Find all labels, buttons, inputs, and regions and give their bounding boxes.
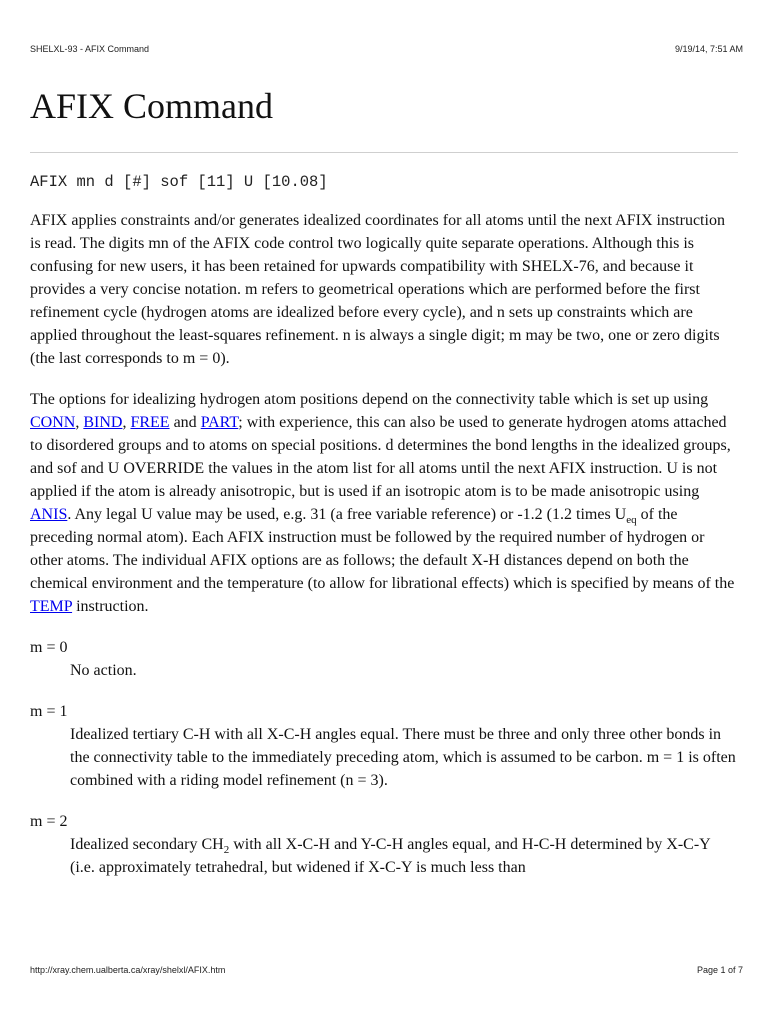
option-description: No action. (70, 662, 137, 679)
option-term: m = 2 (30, 813, 68, 830)
link-bind[interactable]: BIND (83, 414, 123, 431)
option-description (70, 833, 738, 879)
divider (30, 152, 738, 153)
link-anis[interactable]: ANIS (30, 506, 68, 523)
option-term: m = 1 (30, 703, 68, 720)
link-part[interactable]: PART (200, 414, 239, 431)
paragraph-text: The options for idealizing hydrogen atom positions depend on the connectivity table which is set up using (30, 391, 709, 408)
separator: and (169, 414, 201, 431)
print-footer (30, 965, 743, 975)
paragraph-text: instruction. (72, 598, 149, 615)
separator: , (122, 414, 131, 431)
print-footer-url: http://xray.chem.ualberta.ca/xray/shelxl/AFIX.htm (30, 965, 226, 975)
command-syntax: AFIX mn d [#] sof [11] U [10.08] (30, 173, 328, 191)
option-description-text: Idealized secondary CH (70, 836, 224, 853)
link-temp[interactable]: TEMP (30, 598, 73, 615)
paragraph-text: ; with experience, this can also be used to generate hydrogen atoms attached to disordered groups and to atoms on special positions. d determines the bond lengths in the idealized groups, and sof and U OVERRIDE the values in the atom list for all atoms until the next AFIX instruction. U is not applied if the atom is already anisotropic, but is used if an isotropic atom is to be made anisotropic using (30, 414, 731, 500)
print-footer-page: Page 1 of 7 (696, 965, 743, 975)
print-header-title: SHELXL-93 - AFIX Command (30, 44, 150, 54)
page-content (30, 84, 738, 897)
subscript-2: 2 (223, 844, 230, 857)
separator: , (75, 414, 84, 431)
afix-options-list (30, 636, 738, 879)
option-description-text: with all X-C-H and Y-C-H angles equal, and H-C-H determined by X-C-Y (i.e. approximately tetrahedral, but widened if X-C-Y is much less than (70, 836, 711, 876)
link-free[interactable]: FREE (130, 414, 170, 431)
option-term: m = 0 (30, 639, 68, 656)
option-description: Idealized tertiary C-H with all X-C-H angles equal. There must be three and only three other bonds in the connectivity table to the immediately preceding atom, which is assumed to be carbon. m = 1 is often combined with a riding model refinement (n = 3). (70, 726, 736, 789)
print-header (30, 44, 743, 54)
link-conn[interactable]: CONN (30, 414, 76, 431)
paragraph-intro: AFIX applies constraints and/or generates idealized coordinates for all atoms until the next AFIX instruction is read. The digits mn of the AFIX code control two logically quite separate operations. Although this is confusing for new users, it has been retained for upwards compatibility with SHELX-76, and because it provides a very concise notation. m refers to geometrical operations which are performed before the first refinement cycle (hydrogen atoms are idealized before every cycle), and n sets up constraints which are applied throughout the least-squares refinement. n is always a single digit; m may be two, one or zero digits (the last corresponds to m = 0). (30, 212, 725, 367)
print-header-datetime: 9/19/14, 7:51 AM (674, 44, 743, 54)
paragraph-options (30, 388, 738, 618)
page-title: AFIX Command (30, 86, 273, 126)
paragraph-text: of the preceding normal atom). Each AFIX instruction must be followed by the required number of hydrogen or other atoms. The individual AFIX options are as follows; the default X-H distances depend on both the chemical environment and the temperature (to allow for librational effects) which is specified by means of the (30, 506, 735, 592)
paragraph-text: . Any legal U value may be used, e.g. 31 (a free variable reference) or -1.2 (1.2 times U (67, 506, 627, 523)
subscript-eq: eq (626, 514, 637, 527)
